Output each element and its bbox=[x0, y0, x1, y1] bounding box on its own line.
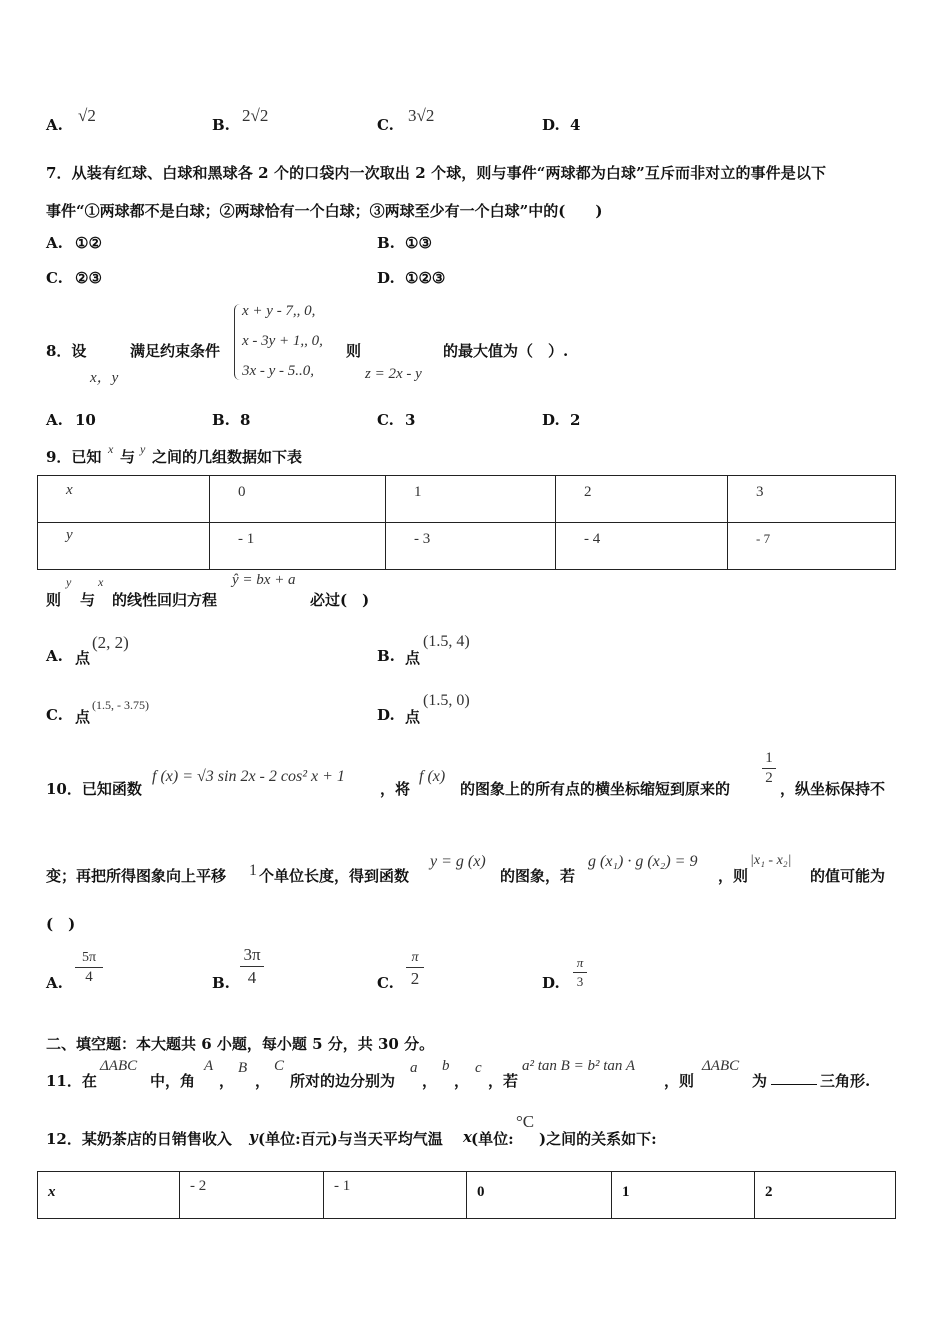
q10-fx: f (x) bbox=[419, 768, 446, 785]
q8-option-a-label: A. bbox=[46, 411, 63, 429]
q8-then: 则 bbox=[346, 342, 362, 360]
q9-cell-y-3: - 4 bbox=[584, 531, 601, 547]
q9-question-then: 则 bbox=[46, 591, 62, 609]
q11-answer-blank[interactable] bbox=[771, 1070, 817, 1085]
q11-comma4: ， bbox=[454, 1072, 470, 1090]
q9-question-y: y bbox=[66, 575, 72, 589]
q11-angle-a: A bbox=[204, 1058, 214, 1074]
q10-option-b-denominator: 4 bbox=[247, 968, 257, 987]
q9-question-x: x bbox=[98, 575, 104, 589]
q12-cell-x-2: - 1 bbox=[334, 1178, 351, 1194]
q9-option-d-point: (1.5, 0) bbox=[423, 692, 470, 709]
q12-data-table bbox=[37, 1171, 896, 1219]
q10-half-numerator: 1 bbox=[765, 750, 773, 766]
q7-option-a-value: ①② bbox=[75, 234, 102, 252]
q8-suffix: 的最大值为（ ）. bbox=[443, 342, 569, 360]
q9-table-row-y bbox=[38, 523, 896, 570]
q9-data-table bbox=[37, 475, 896, 570]
q10-option-d-numerator: π bbox=[576, 955, 584, 970]
q8-constraint-3: 3x - y - 5..0, bbox=[242, 363, 315, 379]
q8-z-expression: z = 2x - y bbox=[365, 366, 422, 382]
q7-option-c-label: C. bbox=[46, 269, 63, 287]
q10-line2-one: 1 bbox=[249, 862, 257, 879]
q10-option-a-label: A. bbox=[46, 974, 63, 992]
q10-option-c-denominator: 2 bbox=[410, 969, 420, 988]
q9-cell-x-2: 1 bbox=[414, 484, 422, 500]
q8-option-d-label: D. bbox=[542, 411, 560, 429]
q8-option-b-label: B. bbox=[212, 411, 230, 429]
q10-line2-abs: |x₁ - x₂| bbox=[750, 853, 792, 868]
q12-p3: (单位: bbox=[471, 1130, 514, 1148]
q12-cell-x-5: 2 bbox=[765, 1184, 773, 1200]
q9-option-b-point: (1.5, 4) bbox=[423, 633, 470, 650]
q7-option-a-label: A. bbox=[46, 234, 63, 252]
q6-option-a-label: A. bbox=[46, 116, 63, 134]
q11-p2: 中，角 bbox=[150, 1072, 196, 1090]
q9-option-c-label: C. bbox=[46, 706, 63, 724]
q9-stem-prefix: 9．已知 bbox=[46, 448, 102, 466]
q11-equation: a² tan B = b² tan A bbox=[522, 1058, 636, 1074]
q10-line2-product: g (x₁) · g (x₂) = 9 bbox=[588, 853, 698, 870]
q7-option-b-value: ①③ bbox=[405, 234, 432, 252]
q10-function: f (x) = √3 sin 2x - 2 cos² x + 1 bbox=[152, 768, 345, 785]
q11-comma2: ， bbox=[255, 1072, 271, 1090]
q9-option-c-pre: 点 bbox=[75, 708, 91, 726]
q8-vars: x，y bbox=[90, 370, 119, 386]
q10-line2-a: 变；再把所得图象向上平移 bbox=[46, 867, 227, 885]
q8-condition-label: 满足约束条件 bbox=[130, 342, 221, 360]
q9-stem-suffix: 之间的几组数据如下表 bbox=[152, 448, 303, 466]
q10-option-a-fraction bbox=[75, 950, 103, 986]
q11-triangle-2: ΔABC bbox=[702, 1058, 740, 1074]
q9-cell-y-4: - 7 bbox=[756, 531, 771, 546]
q8-option-b-value: 8 bbox=[240, 411, 251, 429]
q10-option-b-numerator: 3π bbox=[243, 945, 261, 964]
q12-cell-x-4: 1 bbox=[622, 1184, 630, 1200]
q9-option-c-point: (1.5, - 3.75) bbox=[92, 698, 149, 712]
q10-mid3: ，纵坐标保持不 bbox=[780, 780, 886, 798]
q7-option-d-label: D. bbox=[377, 269, 395, 287]
q10-line2-e: 的值可能为 bbox=[810, 867, 886, 885]
q9-question-and: 与 bbox=[80, 591, 96, 609]
q8-prefix: 8．设 bbox=[46, 342, 87, 360]
q7-option-d-value: ①②③ bbox=[405, 269, 446, 287]
q11-p7: 三角形. bbox=[820, 1072, 871, 1090]
q10-option-c-numerator: π bbox=[411, 950, 419, 965]
q11-p6: 为 bbox=[752, 1072, 768, 1090]
q9-table-row-x bbox=[38, 476, 896, 523]
q9-option-b-label: B. bbox=[377, 647, 395, 665]
q12-y: y bbox=[249, 1128, 258, 1146]
q8-option-d-value: 2 bbox=[570, 411, 581, 429]
q11-p4: ，若 bbox=[488, 1072, 519, 1090]
section-heading-fill-in: 二、填空题：本大题共 6 小题，每小题 5 分，共 30 分。 bbox=[46, 1035, 435, 1053]
q6-option-d-value: 4 bbox=[570, 116, 581, 134]
q8-option-c-label: C. bbox=[377, 411, 394, 429]
q12-cell-x-1: - 2 bbox=[190, 1178, 207, 1194]
q10-mid2: 的图象上的所有点的横坐标缩短到原来的 bbox=[460, 780, 731, 798]
q7-option-c-value: ②③ bbox=[75, 269, 102, 287]
q9-option-a-label: A. bbox=[46, 647, 63, 665]
q10-option-b-label: B. bbox=[212, 974, 230, 992]
q10-line2-c: 的图象，若 bbox=[500, 867, 576, 885]
q10-line2-d: ，则 bbox=[718, 867, 749, 885]
q9-cell-y-1: - 1 bbox=[238, 531, 255, 547]
q10-option-d-fraction bbox=[573, 955, 587, 990]
q9-stem-y: y bbox=[140, 442, 146, 456]
q7-option-b-label: B. bbox=[377, 234, 395, 252]
q8-constraint-1: x + y - 7,, 0, bbox=[242, 303, 316, 319]
q7-stem-line1: 7．从装有红球、白球和黑球各 2 个的口袋内一次取出 2 个球，则与事件“两球都为白球”互斥而非对立的事件是以下 bbox=[46, 164, 827, 182]
q9-question-end: 必过( ) bbox=[310, 591, 370, 609]
q10-half-fraction bbox=[762, 750, 776, 787]
q9-option-a-point: (2, 2) bbox=[92, 633, 129, 652]
q10-half-denominator: 2 bbox=[765, 770, 773, 786]
q9-question-mid: 的线性回归方程 bbox=[112, 591, 218, 609]
q10-line2-b: 个单位长度，得到函数 bbox=[259, 867, 410, 885]
q9-cell-x-3: 2 bbox=[584, 484, 592, 500]
q9-cell-y-2: - 3 bbox=[414, 531, 431, 547]
q12-p4: )之间的关系如下: bbox=[539, 1130, 657, 1148]
q6-option-b-label: B. bbox=[212, 116, 230, 134]
q9-option-b-pre: 点 bbox=[405, 649, 421, 667]
q8-constraint-2: x - 3y + 1,, 0, bbox=[242, 333, 323, 349]
q10-line2-g: y = g (x) bbox=[430, 853, 486, 870]
q12-p1: 12．某奶茶店的日销售收入 bbox=[46, 1130, 232, 1148]
q9-regression-equation: ŷ = bx + a bbox=[232, 572, 296, 588]
q10-prefix: 10．已知函数 bbox=[46, 780, 142, 798]
q12-p2: (单位:百元)与当天平均气温 bbox=[258, 1130, 443, 1148]
q7-stem-line2: 事件“①两球都不是白球；②两球恰有一个白球；③两球至少有一个白球”中的( ) bbox=[46, 202, 603, 220]
q11-side-c: c bbox=[475, 1060, 482, 1076]
q8-option-c-value: 3 bbox=[405, 411, 416, 429]
q9-cell-x-header: x bbox=[66, 482, 73, 498]
q9-option-a-pre: 点 bbox=[75, 649, 91, 667]
q11-angle-c: C bbox=[274, 1058, 285, 1074]
q11-p5: ，则 bbox=[664, 1072, 695, 1090]
q10-option-a-denominator: 4 bbox=[85, 969, 93, 985]
q12-cell-x-3: 0 bbox=[477, 1184, 485, 1200]
q12-cell-x-header: x bbox=[48, 1184, 56, 1200]
q9-cell-y-header: y bbox=[66, 527, 73, 543]
q6-option-c-value: 3√2 bbox=[408, 106, 435, 125]
q10-mid1: ，将 bbox=[380, 780, 411, 798]
q6-option-b-value: 2√2 bbox=[242, 106, 269, 125]
q11-comma1: ， bbox=[219, 1072, 235, 1090]
q10-option-d-denominator: 3 bbox=[576, 974, 584, 989]
q9-cell-x-1: 0 bbox=[238, 484, 246, 500]
q12-unit-celsius: °C bbox=[516, 1112, 535, 1131]
q9-cell-x-4: 3 bbox=[756, 484, 764, 500]
q11-comma3: ， bbox=[422, 1072, 438, 1090]
q12-x: x bbox=[463, 1128, 472, 1146]
q10-option-b-fraction bbox=[240, 945, 264, 988]
q12-table-row-x bbox=[38, 1172, 896, 1219]
q11-angle-b: B bbox=[238, 1060, 248, 1076]
q11-p3: 所对的边分别为 bbox=[290, 1072, 396, 1090]
q10-option-a-numerator: 5π bbox=[81, 950, 97, 965]
q9-option-d-pre: 点 bbox=[405, 708, 421, 726]
q11-side-b: b bbox=[442, 1058, 450, 1074]
q6-option-d-label: D. bbox=[542, 116, 560, 134]
q9-option-d-label: D. bbox=[377, 706, 395, 724]
q10-option-d-label: D. bbox=[542, 974, 560, 992]
q10-paren: ( ) bbox=[46, 915, 76, 933]
q8-option-a-value: 10 bbox=[75, 411, 96, 429]
q11-p1: 11．在 bbox=[46, 1072, 97, 1090]
q8-brace bbox=[234, 304, 241, 380]
q10-option-c-label: C. bbox=[377, 974, 394, 992]
q10-option-c-fraction bbox=[406, 950, 424, 989]
q6-option-c-label: C. bbox=[377, 116, 394, 134]
q9-stem-x: x bbox=[108, 442, 114, 456]
q9-stem-and: 与 bbox=[120, 448, 136, 466]
q6-option-a-value: √2 bbox=[78, 106, 96, 125]
q11-side-a: a bbox=[410, 1060, 418, 1076]
q11-triangle: ΔABC bbox=[100, 1058, 138, 1074]
